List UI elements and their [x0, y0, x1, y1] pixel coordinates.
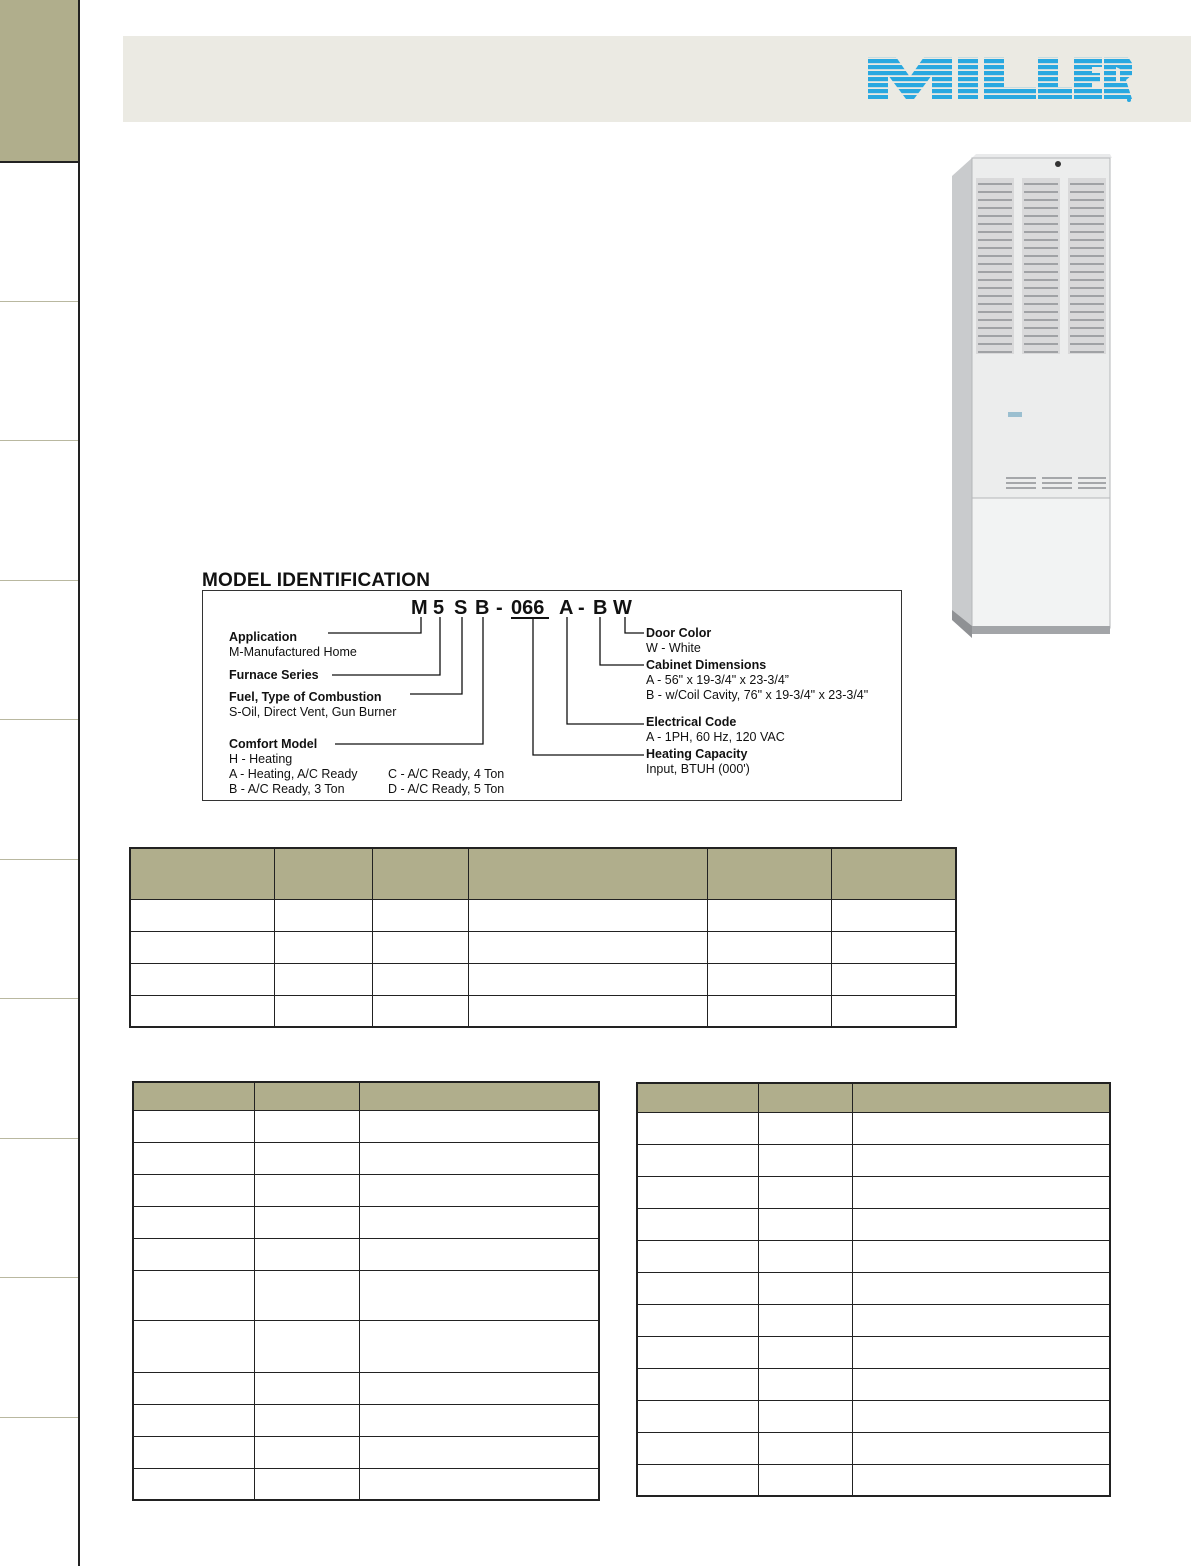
table-header-cell	[708, 848, 832, 899]
table-header-cell	[274, 848, 372, 899]
cabinet-dimensions-legend: Cabinet Dimensions A - 56" x 19-3/4" x 23-3/4” B - w/Coil Cavity, 76" x 19-3/4" x 23-3/4"	[646, 658, 869, 702]
table-row	[133, 1436, 599, 1468]
table-header-cell	[759, 1083, 853, 1112]
section-tab[interactable]	[0, 1279, 78, 1418]
table-header-cell	[468, 848, 708, 899]
table-row	[637, 1144, 1110, 1176]
miller-logo	[866, 53, 1132, 103]
table-header-cell	[853, 1083, 1111, 1112]
section-tab[interactable]	[0, 163, 78, 302]
code-char-cabinet: B	[593, 597, 608, 619]
section-tab[interactable]	[0, 302, 78, 441]
table-row	[130, 931, 956, 963]
table-row	[130, 995, 956, 1027]
table-header-cell	[130, 848, 274, 899]
table-row	[637, 1432, 1110, 1464]
table-row	[637, 1208, 1110, 1240]
table-row	[130, 899, 956, 931]
section-tab[interactable]	[0, 581, 78, 720]
furnace-product-image	[950, 150, 1130, 640]
code-char-comfort: B	[475, 597, 490, 619]
section-tab-active[interactable]	[0, 0, 78, 163]
section-tab-rail	[0, 0, 80, 1566]
electrical-code-legend: Electrical Code A - 1PH, 60 Hz, 120 VAC	[646, 715, 785, 744]
code-dash: -	[496, 597, 503, 619]
table-row	[133, 1372, 599, 1404]
table-row	[133, 1206, 599, 1238]
table-row	[133, 1270, 599, 1320]
code-capacity: 066	[511, 597, 545, 619]
table-row	[637, 1240, 1110, 1272]
specifications-table	[129, 847, 957, 1028]
table-header-cell	[133, 1082, 255, 1110]
table-row	[133, 1320, 599, 1372]
code-dash: -	[578, 597, 585, 619]
table-row	[637, 1112, 1110, 1144]
section-tab[interactable]	[0, 1418, 78, 1557]
code-char-fuel: S	[454, 597, 468, 619]
code-char-application: M	[411, 597, 428, 619]
table-row	[133, 1174, 599, 1206]
section-tab[interactable]	[0, 1000, 78, 1139]
code-char-series: 5	[433, 597, 445, 619]
table-row	[637, 1336, 1110, 1368]
table-row	[637, 1368, 1110, 1400]
heating-capacity-legend: Heating Capacity Input, BTUH (000')	[646, 747, 750, 776]
table-header-cell	[832, 848, 956, 899]
furnace-series-legend: Furnace Series	[229, 668, 319, 682]
code-char-electrical: A	[559, 597, 574, 619]
door-color-legend: Door Color W - White	[646, 626, 712, 655]
table-header-cell	[637, 1083, 759, 1112]
parts-table-right	[636, 1082, 1111, 1497]
application-legend: Application M-Manufactured Home	[229, 630, 357, 659]
table-row	[637, 1272, 1110, 1304]
table-header-cell	[360, 1082, 600, 1110]
code-char-door: W	[613, 597, 632, 619]
table-row	[133, 1238, 599, 1270]
table-row	[130, 963, 956, 995]
comfort-model-legend: Comfort Model H - Heating A - Heating, A/C Ready B - A/C Ready, 3 Ton	[229, 737, 358, 796]
section-tab[interactable]	[0, 721, 78, 860]
table-row	[637, 1400, 1110, 1432]
table-row	[133, 1404, 599, 1436]
model-identification-title: MODEL IDENTIFICATION	[202, 570, 431, 591]
section-tab[interactable]	[0, 1139, 78, 1278]
table-row	[637, 1176, 1110, 1208]
table-row	[133, 1142, 599, 1174]
table-header-cell	[372, 848, 468, 899]
table-row	[133, 1110, 599, 1142]
section-tab[interactable]	[0, 442, 78, 581]
table-row	[637, 1304, 1110, 1336]
table-header-cell	[255, 1082, 360, 1110]
parts-table-left	[132, 1081, 600, 1501]
section-tab[interactable]	[0, 860, 78, 999]
fuel-legend: Fuel, Type of Combustion S-Oil, Direct Vent, Gun Burner	[229, 690, 397, 719]
table-row	[133, 1468, 599, 1500]
table-row	[637, 1464, 1110, 1496]
comfort-model-legend-extra: C - A/C Ready, 4 Ton D - A/C Ready, 5 Ton	[388, 767, 505, 796]
